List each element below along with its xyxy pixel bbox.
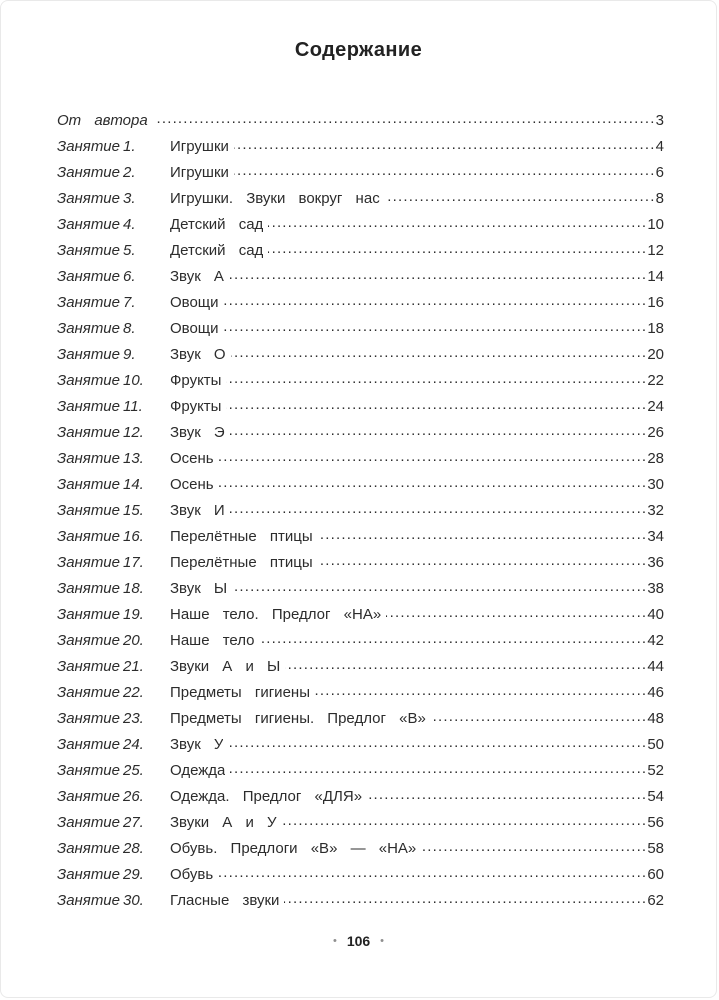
toc-row [57, 264, 664, 290]
toc-entry-label: Занятие [57, 502, 120, 519]
toc-row [57, 212, 664, 238]
toc-entry-number: 9. [123, 346, 136, 363]
toc-leader-dots [315, 680, 647, 706]
toc-leader-dots [228, 732, 647, 758]
toc-entry-label: Занятие [57, 138, 120, 155]
toc-entry-label: Занятие [57, 268, 120, 285]
toc-entry-label: Занятие [57, 190, 120, 207]
toc-entry-number: 10. [123, 372, 144, 389]
toc-entry-number: 29. [123, 866, 144, 883]
toc-row [57, 732, 664, 758]
toc-leader-dots [230, 758, 647, 784]
toc-entry-number: 28. [123, 840, 144, 857]
toc-entry-number: 21. [123, 658, 144, 675]
toc-entry-label: Занятие [57, 762, 120, 779]
toc-entry-label: Занятие [57, 580, 120, 597]
toc-entry-number: 6. [123, 268, 136, 285]
toc-entry-title: Игрушки. Звуки вокруг нас [170, 190, 380, 207]
toc-entry-title: Игрушки [170, 164, 229, 181]
toc-entry-page: 20 [647, 346, 664, 363]
toc-list [1, 108, 716, 914]
toc-entry-title: Обувь [170, 866, 214, 883]
toc-leader-dots [284, 888, 647, 914]
toc-leader-dots [268, 212, 647, 238]
toc-entry-number: 23. [123, 710, 144, 727]
toc-entry-number: 15. [123, 502, 144, 519]
toc-entry-label: Занятие [57, 814, 120, 831]
toc-entry-page: 32 [647, 502, 664, 519]
toc-entry-page: 36 [647, 554, 664, 571]
toc-entry-title: Звуки А и Ы [170, 658, 281, 675]
page-footer [1, 933, 716, 949]
toc-row [57, 316, 664, 342]
toc-entry-page: 56 [647, 814, 664, 831]
toc-leader-dots [157, 108, 656, 134]
toc-entry-title: Звуки А и У [170, 814, 277, 831]
toc-entry-page: 38 [647, 580, 664, 597]
toc-entry-page: 30 [647, 476, 664, 493]
toc-entry-title: Овощи [170, 320, 219, 337]
toc-entry-number: 25. [123, 762, 144, 779]
toc-entry-page: 54 [647, 788, 664, 805]
toc-entry-page: 4 [655, 138, 664, 155]
toc-row [57, 238, 664, 264]
toc-leader-dots [318, 524, 648, 550]
toc-row [57, 602, 664, 628]
toc-entry-label: Занятие [57, 528, 120, 545]
toc-row [57, 628, 664, 654]
toc-entry-number: 4. [123, 216, 136, 233]
toc-leader-dots [232, 576, 647, 602]
toc-entry-label: Занятие [57, 346, 120, 363]
toc-entry-page: 3 [655, 112, 664, 129]
toc-leader-dots [219, 446, 648, 472]
toc-entry-number: 20. [123, 632, 144, 649]
toc-entry-label: Занятие [57, 424, 120, 441]
toc-entry-label: Занятие [57, 294, 120, 311]
toc-row [57, 472, 664, 498]
toc-entry-number: 7. [123, 294, 136, 311]
toc-entry-page: 16 [647, 294, 664, 311]
toc-entry-title: Обувь. Предлоги «В» — «НА» [170, 840, 417, 857]
toc-entry-number: 24. [123, 736, 144, 753]
toc-entry-label: Занятие [57, 450, 120, 467]
toc-entry-number: 17. [123, 554, 144, 571]
toc-entry-page: 62 [647, 892, 664, 909]
toc-leader-dots [218, 862, 647, 888]
toc-entry-title: Осень [170, 450, 214, 467]
toc-entry-number: 12. [123, 424, 144, 441]
toc-entry-page: 28 [647, 450, 664, 467]
toc-row [57, 290, 664, 316]
toc-entry-label: Занятие [57, 606, 120, 623]
toc-entry-title: Предметы гигиены. Предлог «В» [170, 710, 426, 727]
footer-bullet-left: • [332, 935, 337, 947]
toc-entry-title: Наше тело. Предлог «НА» [170, 606, 382, 623]
toc-entry-label: Занятие [57, 866, 120, 883]
toc-entry-page: 26 [647, 424, 664, 441]
toc-entry-title: Перелётные птицы [170, 528, 313, 545]
toc-leader-dots [421, 836, 647, 862]
toc-entry-page: 46 [647, 684, 664, 701]
toc-entry-page: 44 [647, 658, 664, 675]
toc-entry-label: Занятие [57, 216, 120, 233]
toc-entry-label: Занятие [57, 398, 120, 415]
toc-entry-title: Овощи [170, 294, 219, 311]
toc-entry-number: 5. [123, 242, 136, 259]
toc-entry-number: 14. [123, 476, 144, 493]
toc-entry-number: 3. [123, 190, 136, 207]
toc-row [57, 576, 664, 602]
toc-entry-label: Занятие [57, 710, 120, 727]
toc-leader-dots [385, 186, 656, 212]
toc-entry-page: 52 [647, 762, 664, 779]
toc-leader-dots [234, 160, 656, 186]
toc-entry-label: От автора [57, 112, 148, 129]
toc-entry-title: Игрушки [170, 138, 229, 155]
toc-entry-page: 10 [647, 216, 664, 233]
toc-row [57, 368, 664, 394]
toc-row [57, 524, 664, 550]
toc-row [57, 706, 664, 732]
toc-entry-title: Детский сад [170, 242, 264, 259]
toc-entry-label: Занятие [57, 242, 120, 259]
toc-entry-page: 50 [647, 736, 664, 753]
toc-entry-page: 14 [647, 268, 664, 285]
toc-entry-label: Занятие [57, 632, 120, 649]
toc-entry-page: 22 [647, 372, 664, 389]
footer-bullet-right: • [380, 935, 385, 947]
toc-entry-title: Гласные звуки [170, 892, 280, 909]
toc-entry-title: Предметы гигиены [170, 684, 310, 701]
toc-entry-number: 30. [123, 892, 144, 909]
toc-entry-title: Фрукты [170, 372, 222, 389]
page-title: Содержание [294, 39, 423, 61]
toc-leader-dots [231, 342, 648, 368]
toc-entry-label: Занятие [57, 164, 120, 181]
footer-page-number: 106 [346, 933, 371, 949]
toc-entry-title: Звук У [170, 736, 224, 753]
toc-leader-dots [226, 394, 647, 420]
toc-row [57, 446, 664, 472]
toc-row [57, 394, 664, 420]
toc-row [57, 888, 664, 914]
toc-entry-label: Занятие [57, 658, 120, 675]
toc-leader-dots [260, 628, 648, 654]
toc-entry-title: Фрукты [170, 398, 222, 415]
toc-entry-label: Занятие [57, 788, 120, 805]
toc-leader-dots [230, 420, 648, 446]
toc-entry-page: 12 [647, 242, 664, 259]
toc-row [57, 342, 664, 368]
toc-entry-page: 34 [647, 528, 664, 545]
toc-entry-page: 18 [647, 320, 664, 337]
toc-entry-page: 6 [655, 164, 664, 181]
toc-entry-number: 22. [123, 684, 144, 701]
toc-row [57, 420, 664, 446]
toc-entry-title: Одежда [170, 762, 226, 779]
toc-row [57, 654, 664, 680]
toc-entry-label: Занятие [57, 554, 120, 571]
toc-entry-page: 60 [647, 866, 664, 883]
toc-entry-number: 8. [123, 320, 136, 337]
toc-entry-number: 16. [123, 528, 144, 545]
toc-entry-title: Звук Ы [170, 580, 228, 597]
toc-entry-number: 1. [123, 138, 136, 155]
toc-row [57, 862, 664, 888]
toc-entry-label: Занятие [57, 372, 120, 389]
toc-row [57, 810, 664, 836]
toc-entry-page: 40 [647, 606, 664, 623]
toc-entry-number: 19. [123, 606, 144, 623]
toc-row [57, 836, 664, 862]
toc-entry-page: 8 [655, 190, 664, 207]
toc-row [57, 160, 664, 186]
toc-entry-title: Осень [170, 476, 214, 493]
toc-row [57, 498, 664, 524]
toc-entry-number: 13. [123, 450, 144, 467]
toc-entry-label: Занятие [57, 736, 120, 753]
toc-leader-dots [268, 238, 647, 264]
toc-row [57, 134, 664, 160]
toc-leader-dots [282, 810, 648, 836]
toc-row [57, 758, 664, 784]
toc-entry-title: Звук О [170, 346, 226, 363]
toc-leader-dots [226, 368, 647, 394]
toc-entry-label: Занятие [57, 892, 120, 909]
toc-entry-title: Наше тело [170, 632, 255, 649]
toc-leader-dots [234, 134, 656, 160]
toc-entry-title: Звук А [170, 268, 224, 285]
toc-entry-label: Занятие [57, 476, 120, 493]
toc-leader-dots [386, 602, 647, 628]
toc-entry-number: 26. [123, 788, 144, 805]
toc-leader-dots [285, 654, 647, 680]
toc-leader-dots [229, 264, 647, 290]
toc-entry-number: 27. [123, 814, 144, 831]
toc-leader-dots [224, 316, 648, 342]
toc-leader-dots [431, 706, 648, 732]
toc-row [57, 680, 664, 706]
toc-leader-dots [318, 550, 648, 576]
toc-entry-label: Занятие [57, 320, 120, 337]
toc-entry-page: 24 [647, 398, 664, 415]
toc-entry-page: 58 [647, 840, 664, 857]
toc-entry-number: 11. [123, 398, 143, 415]
toc-row [57, 550, 664, 576]
toc-entry-title: Детский сад [170, 216, 264, 233]
toc-entry-number: 18. [123, 580, 144, 597]
toc-entry-title: Одежда. Предлог «ДЛЯ» [170, 788, 363, 805]
toc-row [57, 108, 664, 134]
toc-entry-label: Занятие [57, 840, 120, 857]
toc-leader-dots [224, 290, 648, 316]
toc-row [57, 784, 664, 810]
toc-leader-dots [367, 784, 647, 810]
toc-row [57, 186, 664, 212]
toc-entry-number: 2. [123, 164, 136, 181]
toc-leader-dots [219, 472, 648, 498]
toc-leader-dots [230, 498, 648, 524]
toc-entry-page: 48 [647, 710, 664, 727]
toc-entry-title: Перелётные птицы [170, 554, 313, 571]
toc-entry-page: 42 [647, 632, 664, 649]
toc-entry-label: Занятие [57, 684, 120, 701]
toc-entry-title: Звук И [170, 502, 225, 519]
toc-entry-title: Звук Э [170, 424, 225, 441]
